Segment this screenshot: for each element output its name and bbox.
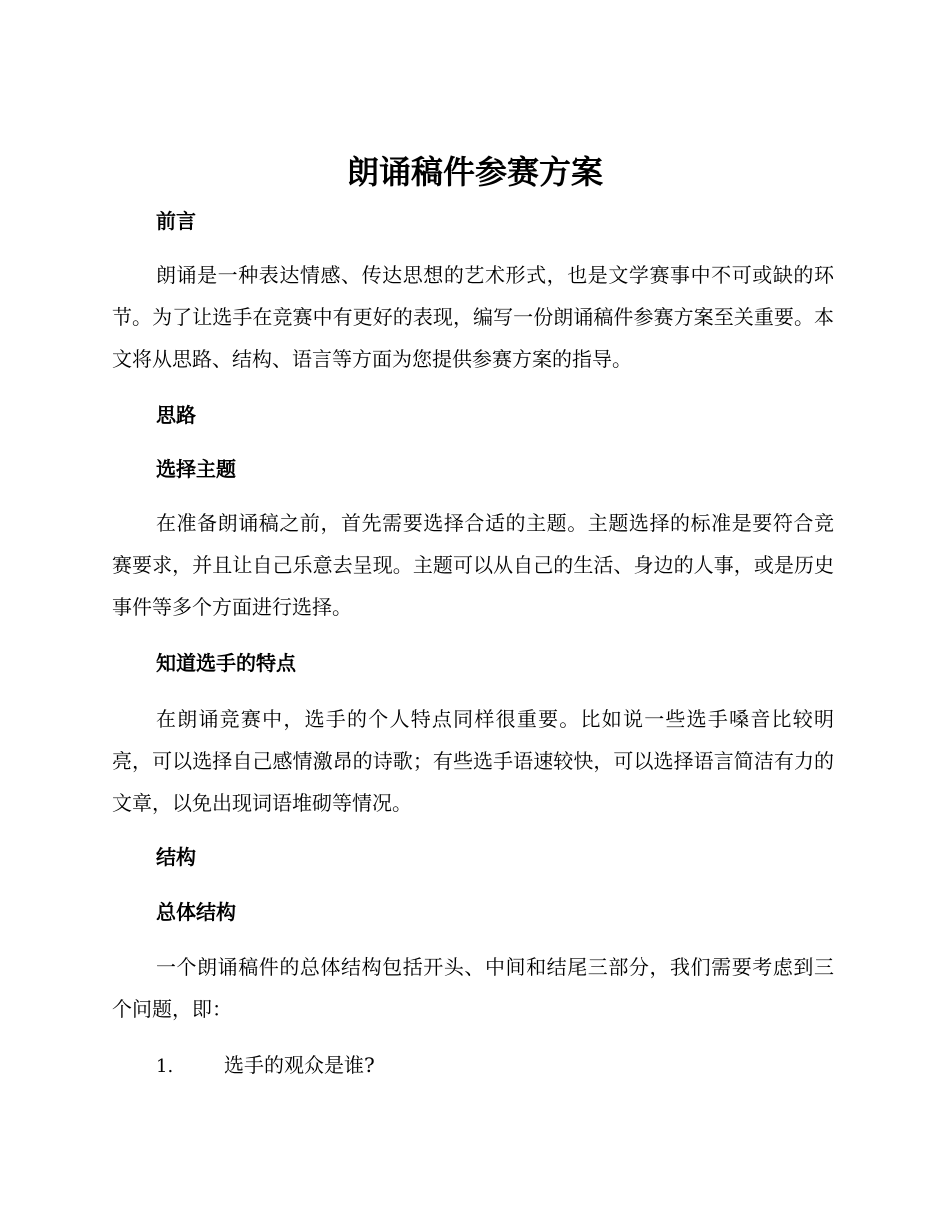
heading-choose-topic: 选择主题 [156,457,236,481]
heading-overall-structure: 总体结构 [156,900,236,924]
heading-preface: 前言 [156,209,196,233]
heading-thinking: 思路 [156,403,196,427]
paragraph-preface: 朗诵是一种表达情感、传达思想的艺术形式，也是文学赛事中不可或缺的环节。为了让选手在竞赛中有更好的表现，编写一份朗诵稿件参赛方案至关重要。本文将从思路、结构、语言等方面为您提供参赛方案的指导。 [112,263,834,371]
heading-structure: 结构 [156,845,196,869]
paragraph-choose-topic: 在准备朗诵稿之前，首先需要选择合适的主题。主题选择的标准是要符合竞赛要求，并且让自己乐意去呈现。主题可以从自己的生活、身边的人事，或是历史事件等多个方面进行选择。 [112,511,834,619]
heading-contestant-traits: 知道选手的特点 [156,651,296,675]
document-title: 朗诵稿件参赛方案 [346,153,603,191]
list-item-text: 选手的观众是谁? [224,1053,375,1077]
list-item [156,1050,375,1082]
paragraph-contestant-traits: 在朗诵竞赛中，选手的个人特点同样很重要。比如说一些选手嗓音比较明亮，可以选择自己感情激昂的诗歌；有些选手语速较快，可以选择语言简洁有力的文章，以免出现词语堆砌等情况。 [112,707,834,815]
paragraph-overall-structure: 一个朗诵稿件的总体结构包括开头、中间和结尾三部分，我们需要考虑到三个问题，即： [112,955,834,1021]
list-item-number: 1. [156,1056,174,1077]
